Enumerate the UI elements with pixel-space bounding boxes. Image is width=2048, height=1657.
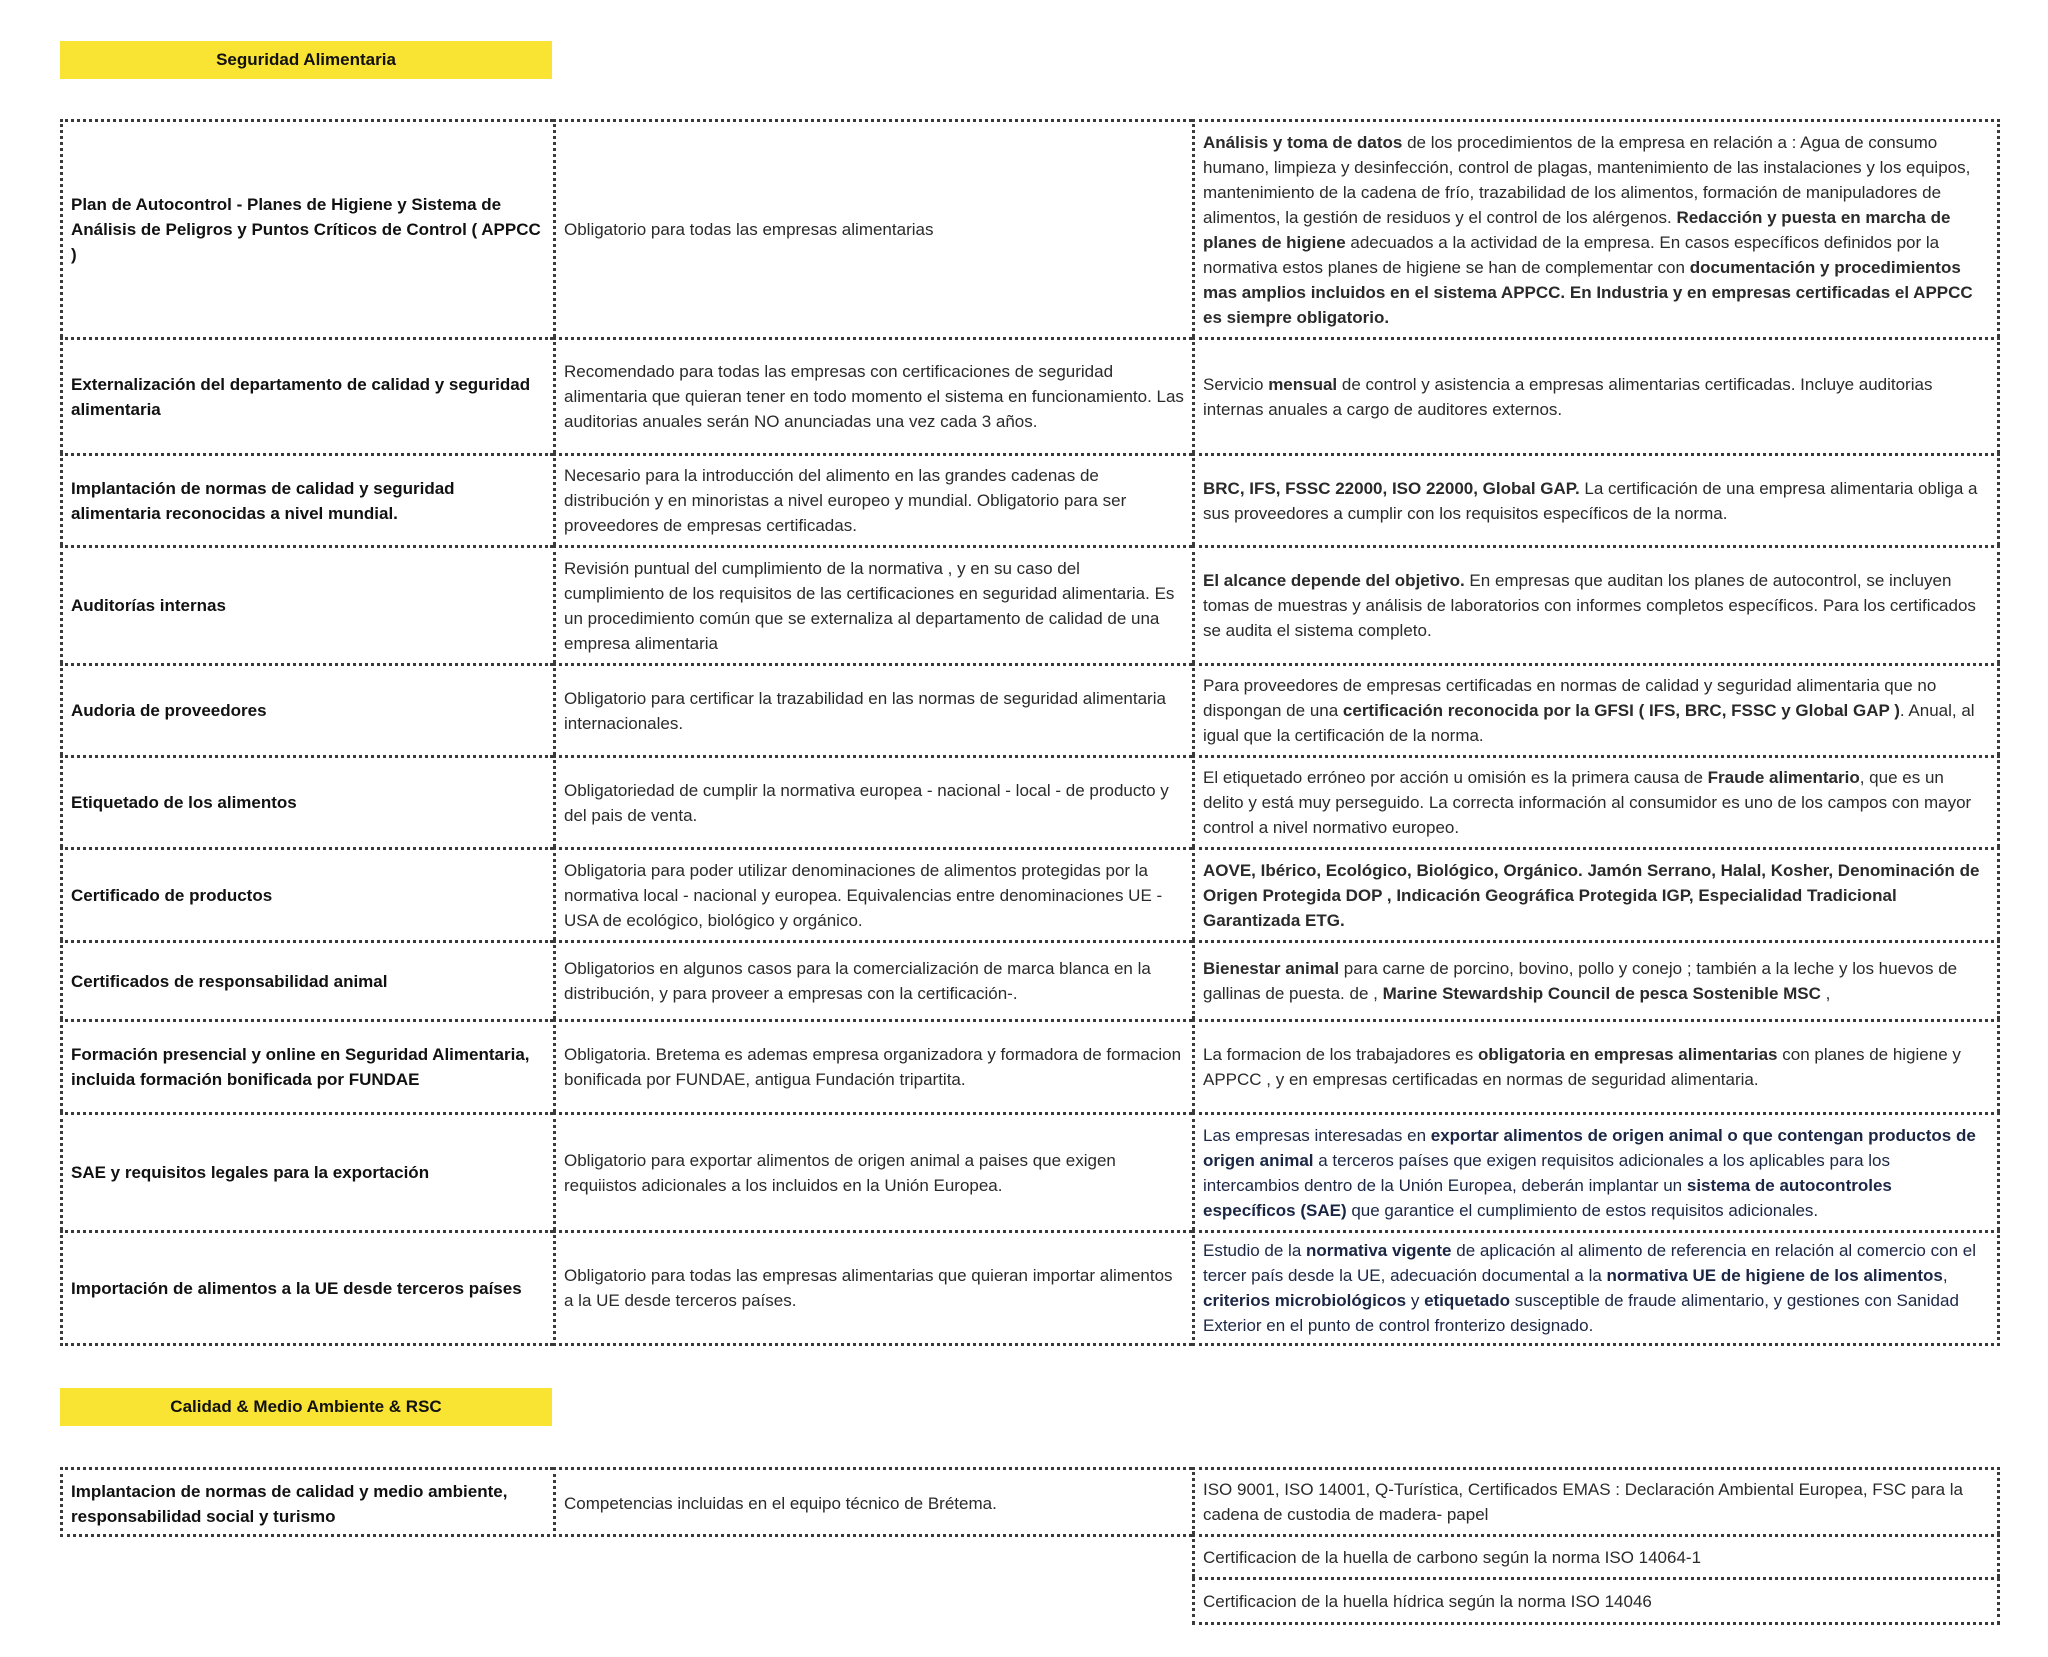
description-text [1203, 673, 1989, 748]
description-emphasis: documentación y procedimientos mas amplios incluidos en el sistema APPCC. En Industria y en empresas certificadas el APPCC es siempre obligatorio. [1203, 257, 1973, 327]
description-segment: Estudio de la [1203, 1241, 1307, 1260]
description-text [1203, 1238, 1989, 1338]
service-cell [60, 453, 553, 545]
description-emphasis: etiquetado [1424, 1291, 1511, 1310]
requirement-text: Obligatorio para exportar alimentos de origen animal a paises que exigen requiistos adicionales a los incluidos en la Unión Europea. [564, 1150, 1116, 1195]
description-emphasis: exportar alimentos de origen animal o que contengan productos de origen animal [1203, 1125, 1976, 1170]
description-emphasis: criterios microbiológicos [1203, 1291, 1407, 1310]
description-cell [1192, 663, 2000, 755]
description-cell [1192, 545, 2000, 663]
description-emphasis: Fraude alimentario [1707, 768, 1860, 787]
requirement-cell [553, 1019, 1192, 1112]
requirement-text: Revisión puntual del cumplimiento de la normativa , y en su caso del cumplimiento de los requisitos de las certificaciones en seguridad alimentaria. Es un procedimiento común que se externaliza al departamento de calidad de una empresa alimentaria [564, 558, 1175, 653]
service-cell [60, 847, 553, 940]
description-emphasis: normativa UE de higiene de los alimentos [1606, 1266, 1943, 1285]
description-emphasis: certificación reconocida por la GFSI ( IFS, BRC, FSSC y Global GAP ) [1342, 701, 1900, 720]
description-text: Certificacion de la huella de carbono según la norma ISO 14064-1 [1203, 1547, 1702, 1567]
service-cell [60, 663, 553, 755]
description-segment: que garantice el cumplimiento de estos requisitos adicionales. [1346, 1200, 1819, 1220]
table-row [60, 940, 2000, 1019]
description-segment: En empresas que auditan los planes de autocontrol, se incluyen tomas de muestras y análisis de laboratorios con informes completos específicos. Para los certificados se audita el sistema completo. [1203, 571, 1976, 640]
requirement-text: Competencias incluidas en el equipo técnico de Brétema. [564, 1494, 997, 1513]
description-cell [1192, 755, 2000, 847]
description-emphasis: mensual [1268, 374, 1338, 394]
service-cell [60, 545, 553, 663]
row-divider [60, 1467, 1192, 1537]
description-text [1203, 568, 1989, 643]
description-segment: adecuados a la actividad de la empresa. En casos específicos definidos por la normativa estos planes de higiene se han de complementar con [1203, 232, 1940, 277]
service-text: Etiquetado de los alimentos [71, 793, 297, 812]
description-text [1203, 476, 1989, 526]
description-cell [1192, 453, 2000, 545]
description-segment: a terceros países que exigen requisitos adicionales a los aplicables para los intercambios dentro de la Unión Europea, deberán implantar un [1203, 1150, 1890, 1195]
description-emphasis: Redacción y puesta en marcha de planes de higiene [1203, 207, 1951, 252]
requirement-text: Obligatorio para todas las empresas alimentarias [564, 220, 934, 239]
description-emphasis: AOVE, Ibérico, Ecológico, Biológico, Orgánico. Jamón Serrano, Halal, Kosher, Denominación de Origen Protegida DOP , Indicación Geográfica Protegida IGP, Especialidad Tradicional Garantizada ETG. [1203, 860, 1980, 930]
requirement-text: Recomendado para todas las empresas con certificaciones de seguridad alimentaria que quieran tener en todo momento el sistema en funcionamiento. Las auditorias anuales serán NO anunciadas una vez cada 3 años. [564, 362, 1184, 431]
requirement-text: Obligatoria. Bretema es ademas empresa organizadora y formadora de formacion bonificada por FUNDAE, antigua Fundación tripartita. [564, 1045, 1182, 1089]
requirement-cell [553, 453, 1192, 545]
service-text: Certificado de productos [71, 885, 273, 905]
description-text: ISO 9001, ISO 14001, Q-Turística, Certificados EMAS : Declaración Ambiental Europea, FSC para la cadena de custodia de madera- papel [1203, 1480, 1963, 1524]
service-text: Externalización del departamento de calidad y seguridad alimentaria [71, 374, 531, 419]
service-text: SAE y requisitos legales para la exportación [71, 1163, 430, 1182]
service-text: Certificados de responsabilidad animal [71, 971, 388, 991]
service-cell [60, 1019, 553, 1112]
table-row-underline [60, 1467, 1192, 1537]
service-cell [60, 755, 553, 847]
description-segment: , que es un delito y está muy perseguido. La correcta información al consumidor es uno de los campos con mayor control a nivel normativo europeo. [1203, 768, 1972, 837]
description-segment: y [1406, 1291, 1425, 1310]
service-text: Plan de Autocontrol - Planes de Higiene y Sistema de Análisis de Peligros y Puntos Críticos de Control ( APPCC ) [71, 195, 541, 264]
requirement-text: Obligatorios en algunos casos para la comercialización de marca blanca en la distribución, y para proveer a empresas con la certificación-. [564, 959, 1151, 1003]
description-segment: susceptible de fraude alimentario, y gestiones con Sanidad Exterior en el punto de control fronterizo designado. [1203, 1291, 1959, 1335]
section-header-calidad-medio-ambiente: Calidad & Medio Ambiente & RSC [60, 1388, 552, 1426]
description-emphasis: Marine Stewardship Council de pesca Sostenible MSC [1382, 984, 1821, 1003]
table-row [60, 545, 2000, 663]
requirement-cell [553, 119, 1192, 337]
table-row [60, 337, 2000, 453]
requirement-cell [553, 1230, 1192, 1346]
description-segment: . Anual, al igual que la certificación de la norma. [1203, 701, 1975, 745]
description-cell [1192, 1577, 2000, 1625]
description-text: Certificacion de la huella hídrica según la norma ISO 14046 [1203, 1591, 1652, 1611]
description-segment: de control y asistencia a empresas alimentarias certificadas. Incluye auditorias internas anuales a cargo de auditores externos. [1203, 374, 1933, 419]
description-emphasis: Análisis y toma de datos [1203, 132, 1403, 152]
description-segment: La formacion de los trabajadores es [1203, 1045, 1478, 1064]
description-segment: Las empresas interesadas en [1203, 1125, 1431, 1145]
service-cell [60, 940, 553, 1019]
description-segment: , [1942, 1266, 1948, 1285]
description-cell [1192, 1534, 2000, 1577]
description-text [1203, 1042, 1989, 1092]
requirement-cell [553, 663, 1192, 755]
description-text [1203, 1123, 1989, 1223]
requirement-cell [553, 1112, 1192, 1230]
table-row [60, 663, 2000, 755]
description-emphasis: sistema de autocontroles específicos (SAE) [1203, 1175, 1892, 1220]
description-text [1203, 130, 1989, 330]
service-cell [60, 1112, 553, 1230]
description-segment: Servicio [1203, 374, 1269, 394]
description-segment: con planes de higiene y APPCC , y en empresas certificadas en normas de seguridad alimentaria. [1203, 1045, 1961, 1089]
description-cell [1192, 1230, 2000, 1346]
requirement-text: Obligatorio para certificar la trazabilidad en las normas de seguridad alimentaria internacionales. [564, 688, 1166, 733]
description-emphasis: El alcance depende del objetivo. [1203, 571, 1465, 590]
description-row [1192, 1577, 2000, 1625]
table-row [60, 453, 2000, 545]
description-text [1203, 372, 1989, 422]
description-segment: de aplicación al alimento de referencia en relación al comercio con el tercer país desde la UE, adecuación documental a la [1203, 1241, 1976, 1285]
description-cell [1192, 119, 2000, 337]
service-cell [60, 337, 553, 453]
table-row [60, 1019, 2000, 1112]
description-emphasis: obligatoria en empresas alimentarias [1478, 1045, 1778, 1064]
table-row [60, 1230, 2000, 1346]
description-row [1192, 1467, 2000, 1534]
description-text [1203, 956, 1989, 1006]
service-text: Audoria de proveedores [71, 701, 267, 720]
description-segment: Para proveedores de empresas certificadas en normas de calidad y seguridad alimentaria que no dispongan de una [1203, 676, 1937, 720]
section-header-seguridad-alimentaria: Seguridad Alimentaria [60, 41, 552, 79]
service-cell [60, 1230, 553, 1346]
description-cell [1192, 847, 2000, 940]
service-text: Implantación de normas de calidad y seguridad alimentaria reconocidas a nivel mundial. [71, 478, 455, 523]
description-text [1203, 858, 1989, 933]
table-row [60, 119, 2000, 337]
service-text: Auditorías internas [71, 596, 226, 615]
service-text: Importación de alimentos a la UE desde terceros países [71, 1278, 522, 1298]
service-text: Formación presencial y online en Seguridad Alimentaria, incluida formación bonificada por FUNDAE [71, 1045, 530, 1089]
description-segment: , [1820, 984, 1831, 1003]
requirement-cell [553, 755, 1192, 847]
service-cell [60, 119, 553, 337]
requirement-cell [553, 545, 1192, 663]
description-cell [1192, 1112, 2000, 1230]
description-cell [1192, 1467, 2000, 1534]
description-cell [1192, 1019, 2000, 1112]
description-text [1203, 765, 1989, 840]
table-row [60, 1112, 2000, 1230]
requirement-cell [553, 337, 1192, 453]
description-emphasis: normativa vigente [1306, 1241, 1452, 1260]
description-emphasis: Bienestar animal [1203, 959, 1340, 978]
requirement-text: Obligatorio para todas las empresas alimentarias que quieran importar alimentos a la UE desde terceros países. [564, 1266, 1173, 1310]
description-row [1192, 1534, 2000, 1577]
requirement-text: Obligatoria para poder utilizar denominaciones de alimentos protegidas por la normativa local - nacional y europea. Equivalencias entre denominaciones UE - USA de ecológico, biológico y orgánico. [564, 860, 1163, 930]
requirement-text: Necesario para la introducción del alimento en las grandes cadenas de distribución y en minoristas a nivel europeo y mundial. Obligatorio para ser proveedores de empresas certificadas. [564, 466, 1127, 535]
description-segment: para carne de porcino, bovino, pollo y conejo ; también a la leche y los huevos de gallinas de puesta. de , [1203, 959, 1958, 1003]
requirement-cell [553, 847, 1192, 940]
description-emphasis: BRC, IFS, FSSC 22000, ISO 22000, Global GAP. [1203, 478, 1580, 498]
table-row [60, 847, 2000, 940]
description-segment: de los procedimientos de la empresa en relación a : Agua de consumo humano, limpieza y desinfección, control de plagas, mantenimiento de las instalaciones y los equipos, mantenimiento de la cadena de frío, trazabilidad de los alimentos, formación de manipuladores de alimentos, la gestión de residuos y el control de los alérgenos. [1203, 132, 1971, 227]
service-label: Implantacion de normas de calidad y medio ambiente, responsabilidad social y turismo [71, 1481, 508, 1526]
requirement-cell [553, 940, 1192, 1019]
description-segment: La certificación de una empresa alimentaria obliga a sus proveedores a cumplir con los requisitos específicos de la norma. [1203, 478, 1978, 523]
requirement-text: Obligatoriedad de cumplir la normativa europea - nacional - local - de producto y del pais de venta. [564, 780, 1169, 825]
description-segment: El etiquetado erróneo por acción u omisión es la primera causa de [1203, 768, 1708, 787]
description-cell [1192, 337, 2000, 453]
table-row [60, 755, 2000, 847]
description-cell [1192, 940, 2000, 1019]
